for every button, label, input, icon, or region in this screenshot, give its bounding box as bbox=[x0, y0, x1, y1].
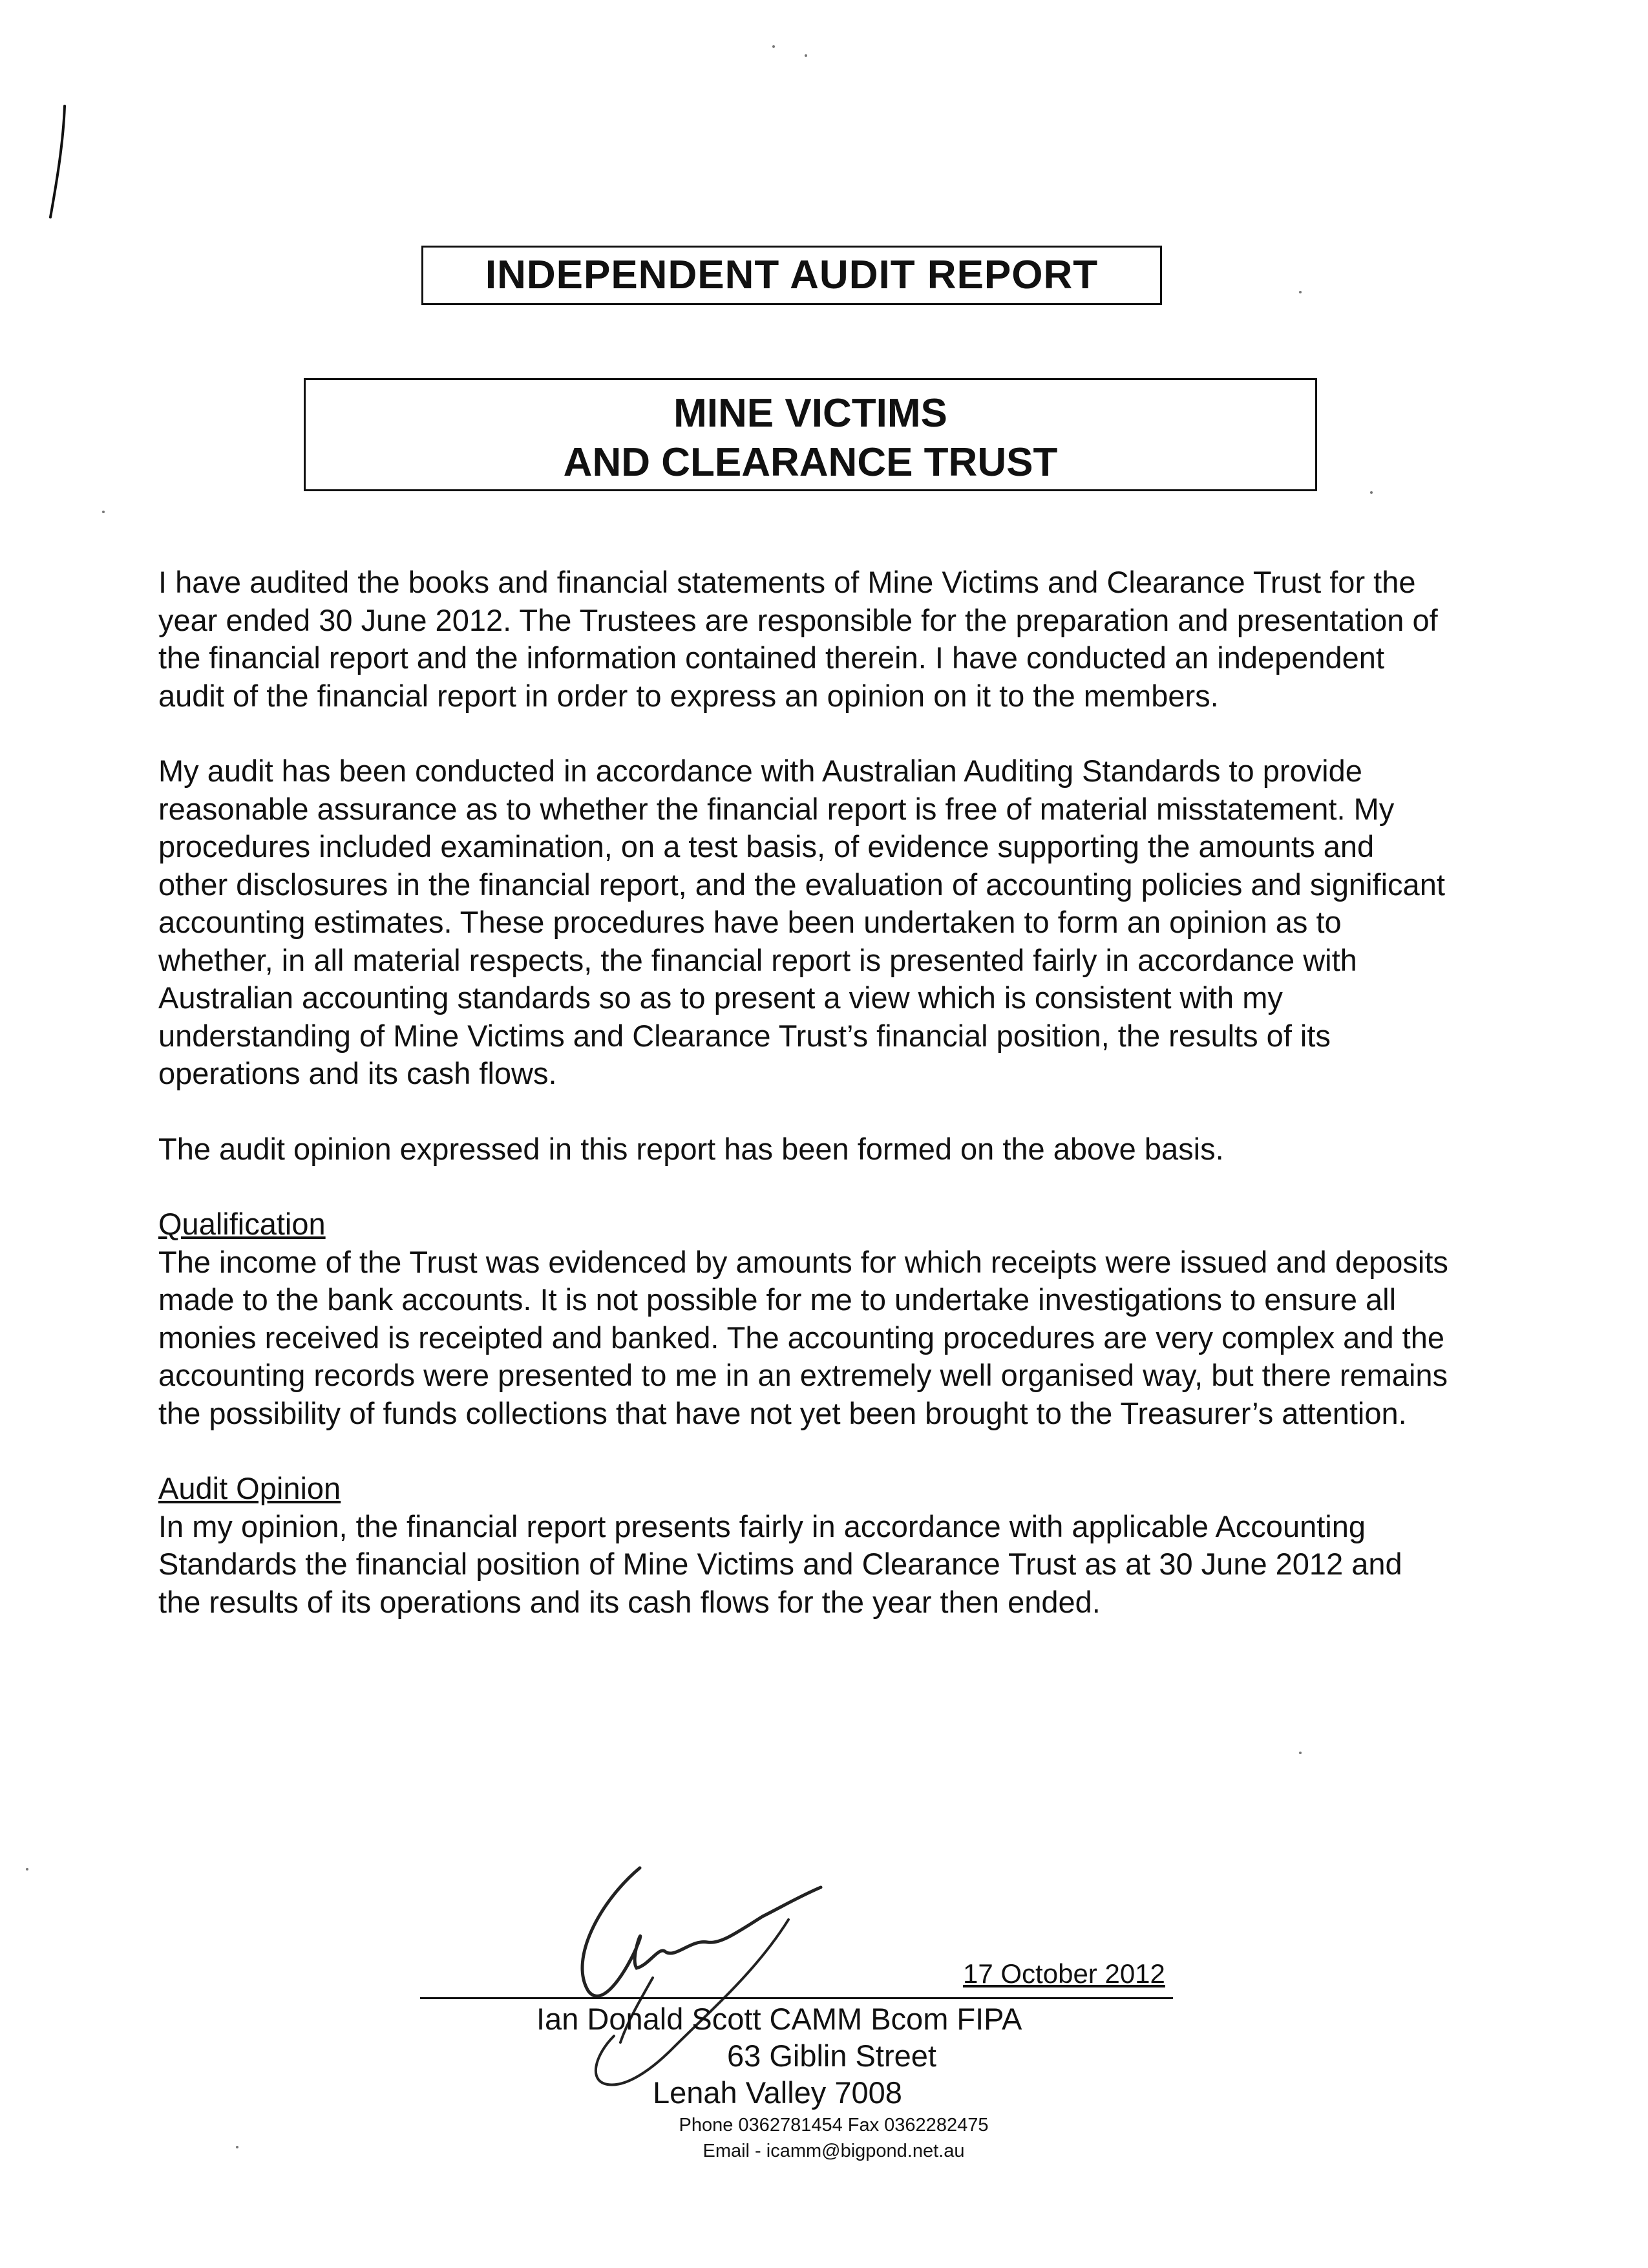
audit-opinion-text: In my opinion, the financial report presents fairly in accordance with applicable Accounting Standards the financial position of Mine Victims and Clearance Trust as at 30 June 2012 and the results of its operations and its cash flows for the year then ended. bbox=[158, 1509, 1402, 1619]
signature-date: 17 October 2012 bbox=[963, 1958, 1165, 1989]
paragraph-basis: My audit has been conducted in accordance with Australian Auditing Standards to provide reasonable assurance as to whether the financial report is free of material misstatement. My procedures included examination, on a test basis, of evidence supporting the amounts and other disclosures in the financial report, and the evaluation of accounting policies and significant accounting estimates. These procedures have been undertaken to form an opinion as to whether, in all material respects, the financial report is presented fairly in accordance with Australian accounting standards so as to present a view which is consistent with my understanding of Mine Victims and Clearance Trust’s financial position, the results of its operations and its cash flows. bbox=[158, 754, 1445, 1090]
signature-line bbox=[420, 1997, 1173, 1999]
scan-speck bbox=[1299, 1752, 1302, 1754]
organization-line-2: AND CLEARANCE TRUST bbox=[563, 440, 1058, 485]
scan-speck bbox=[26, 1868, 28, 1871]
report-body bbox=[158, 564, 1451, 1659]
report-title: INDEPENDENT AUDIT REPORT bbox=[421, 246, 1162, 305]
signer-suburb: Lenah Valley 7008 bbox=[653, 2075, 902, 2110]
audit-opinion-heading: Audit Opinion bbox=[158, 1471, 341, 1505]
margin-pen-mark bbox=[45, 103, 71, 220]
organization-name bbox=[304, 378, 1317, 491]
scan-speck bbox=[1299, 291, 1302, 293]
scan-speck bbox=[772, 45, 775, 48]
signer-details bbox=[536, 2000, 1150, 2111]
scan-speck bbox=[236, 2146, 238, 2148]
signer-name: Ian Donald Scott CAMM Bcom FIPA bbox=[536, 2002, 1022, 2036]
contact-details bbox=[543, 2112, 1125, 2164]
qualification-heading: Qualification bbox=[158, 1207, 326, 1241]
phone-fax: Phone 0362781454 Fax 0362282475 bbox=[679, 2115, 989, 2136]
scan-speck bbox=[805, 54, 807, 57]
paragraph-scope: I have audited the books and financial statements of Mine Victims and Clearance Trust for the year ended 30 June 2012. The Trustees are responsible for the preparation and presentation of the financial report and the information contained therein. I have conducted an independent audit of the financial report in order to express an opinion on it to the members. bbox=[158, 565, 1438, 713]
scan-speck bbox=[102, 511, 105, 513]
paragraph-opinion-basis: The audit opinion expressed in this report has been formed on the above basis. bbox=[158, 1131, 1224, 1166]
scan-speck bbox=[1370, 491, 1373, 494]
signer-street: 63 Giblin Street bbox=[727, 2039, 936, 2073]
email-address: Email - icamm@bigpond.net.au bbox=[703, 2141, 965, 2161]
qualification-text: The income of the Trust was evidenced by amounts for which receipts were issued and deposits made to the bank accounts. It is not possible for me to undertake investigations to ensure all monies received is receipted and banked. The accounting procedures are very complex and the accounting records were presented to me in an extremely well organised way, but there remains the possibility of funds collections that have not yet been brought to the Treasurer’s attention. bbox=[158, 1244, 1448, 1430]
organization-line-1: MINE VICTIMS bbox=[673, 391, 947, 436]
